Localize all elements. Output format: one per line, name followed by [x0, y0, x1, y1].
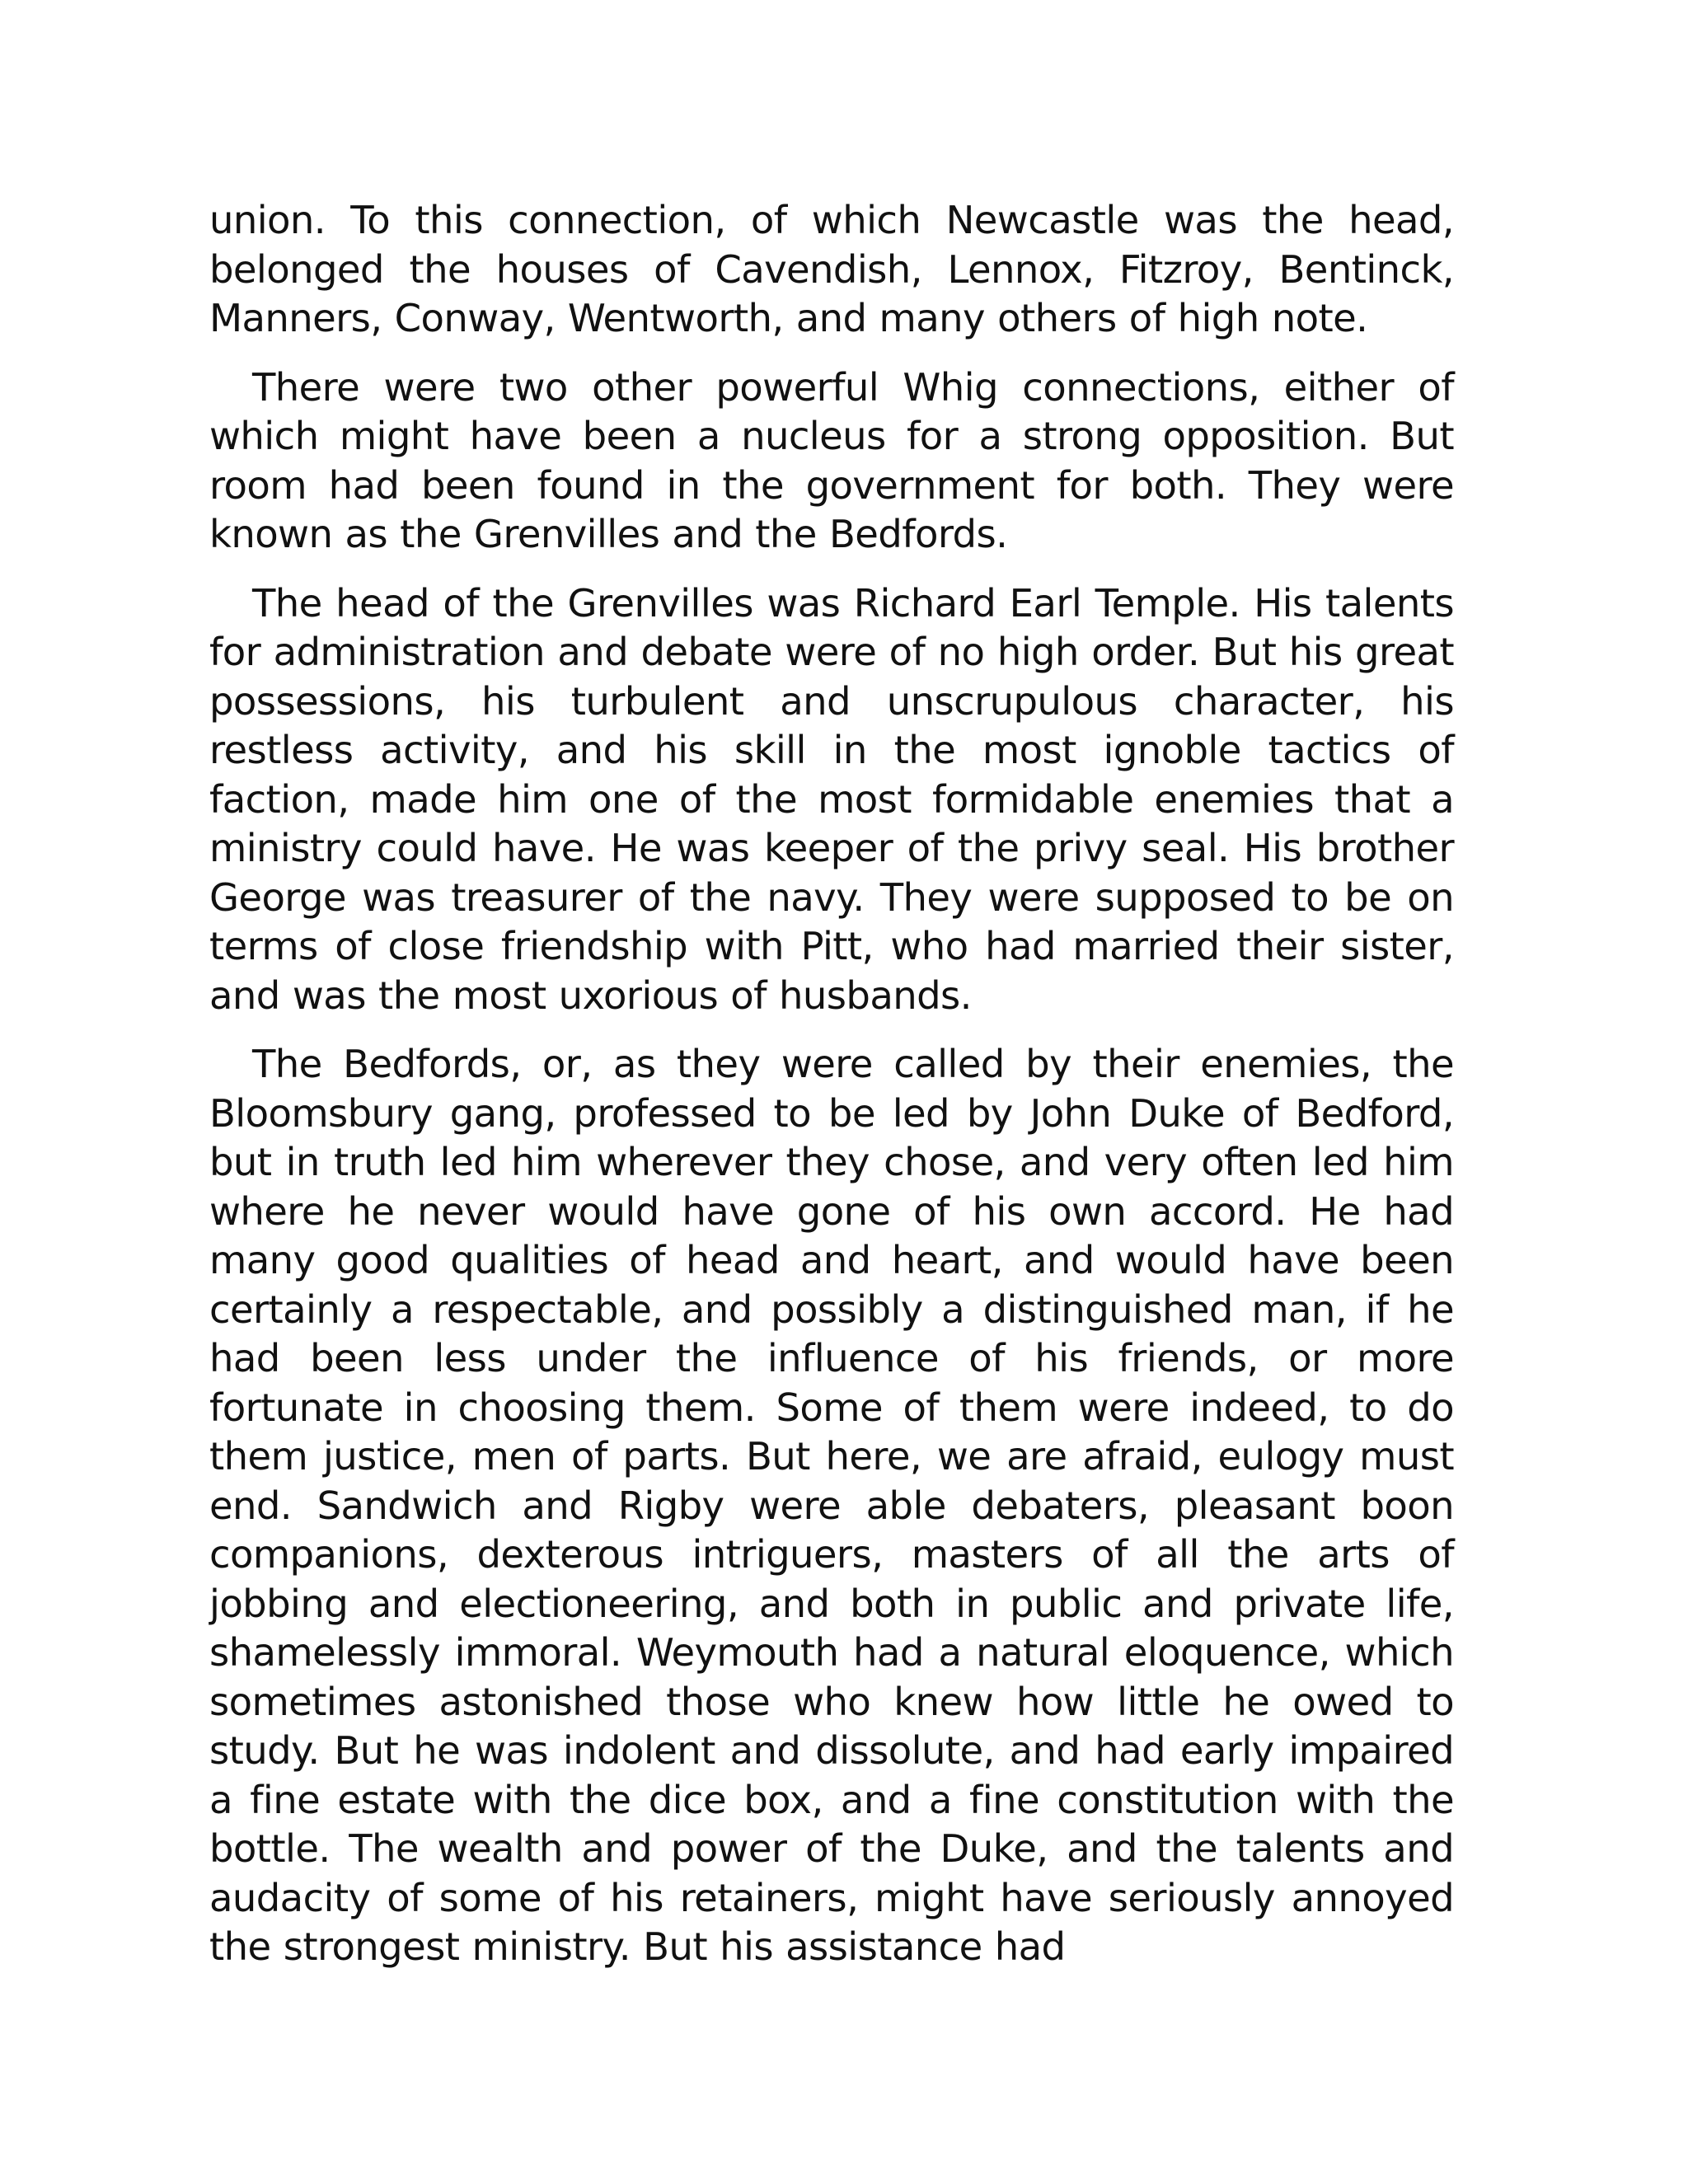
paragraph-4: The Bedfords, or, as they were called by their enemies, the Bloomsbury gang, professed to be led by John Duke of Bedford, but in truth led him wherever they chose, and very often led him where he never would have gone of his own accord. He had many good qualities of head and heart, and would have been certainly a respectable, and possibly a distinguished man, if he had been less under the influence of his friends, or more fortunate in choosing them. Some of them were indeed, to do them justice, men of parts. But here, we are afraid, eulogy must end. Sandwich and Rigby were able debaters, pleasant boon companions, dexterous intriguers, masters of all the arts of jobbing and electioneering, and both in public and private life, shamelessly immoral. Weymouth had a natural eloquence, which sometimes astonished those who knew how little he owed to study. But he was indolent and dissolute, and had early impaired a fine estate with the dice box, and a fine constitution with the bottle. The wealth and power of the Duke, and the talents and audacity of some of his retainers, might have seriously annoyed the strongest ministry. But his assistance had	[209, 1042, 1454, 1969]
paragraph-3: The head of the Grenvilles was Richard Earl Temple. His talents for administration and debate were of no high order. But his great possessions, his turbulent and unscrupulous character, his restless activity, and his skill in the most ignoble tactics of faction, made him one of the most formidable enemies that a ministry could have. He was keeper of the privy seal. His brother George was treasurer of the navy. They were supposed to be on terms of close friendship with Pitt, who had married their sister, and was the most uxorious of husbands.	[209, 580, 1454, 1018]
page-body	[209, 196, 1454, 1992]
paragraph-1: union. To this connection, of which Newcastle was the head, belonged the houses of Cavendish, Lennox, Fitzroy, Bentinck, Manners, Conway, Wentworth, and many others of high note.	[209, 198, 1454, 340]
paragraph-2: There were two other powerful Whig connections, either of which might have been a nucleus for a strong opposition. But room had been found in the government for both. They were known as the Grenvilles and the Bedfords.	[209, 364, 1454, 556]
